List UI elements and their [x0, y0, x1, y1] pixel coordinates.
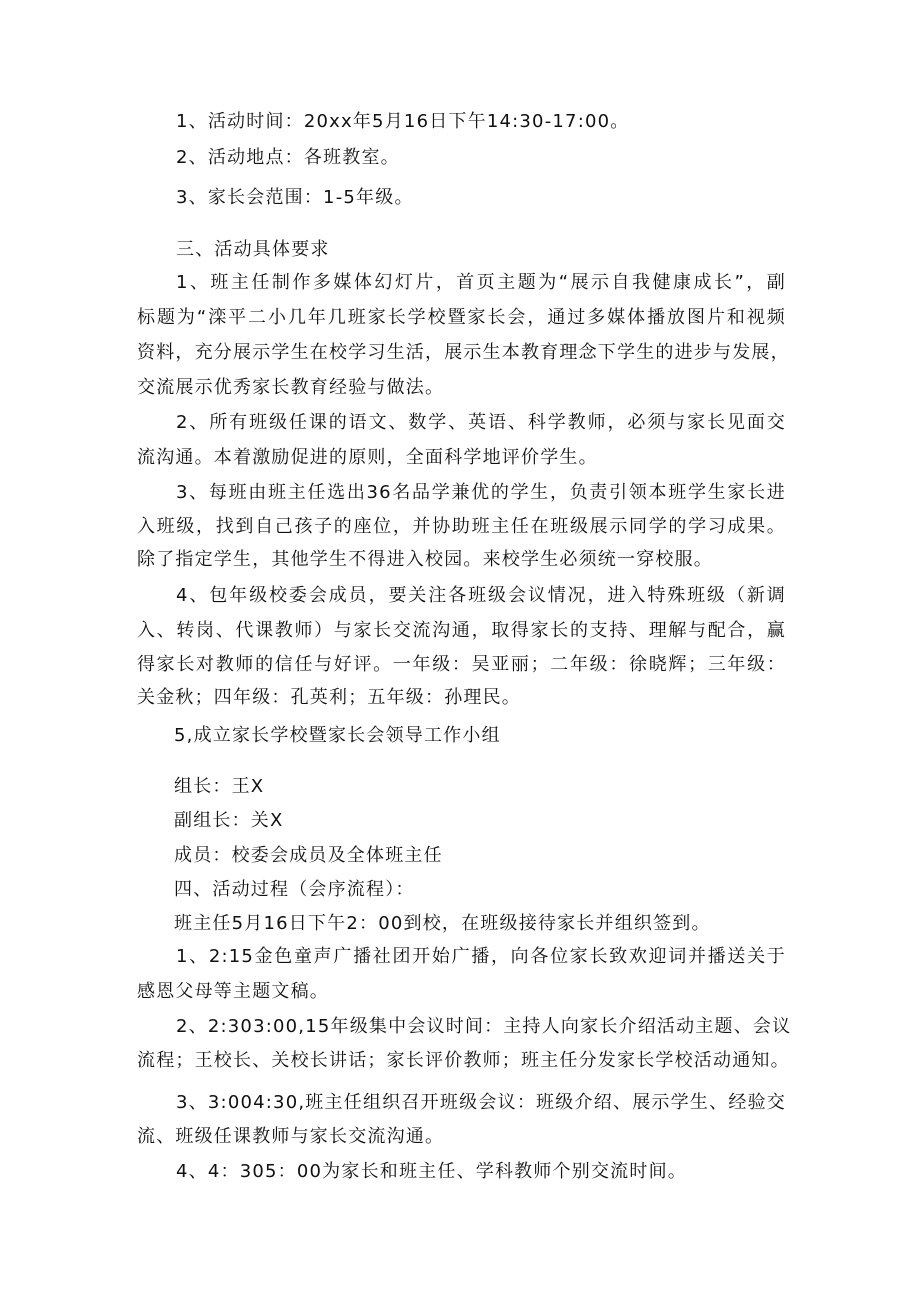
text-line: 除了指定学生，其他学生不得进入校园。来校学生必须统一穿校服。: [137, 549, 713, 570]
text-line: 入班级，找到自己孩子的座位，并协助班主任在班级展示同学的学习成果。: [137, 516, 786, 537]
text-line: 组长：王X: [174, 776, 265, 797]
section-heading: 四、活动过程（会序流程）：: [174, 879, 415, 900]
text-line: 4、包年级校委会成员，要关注各班级会议情况，进入特殊班级（新调: [176, 585, 786, 606]
text-line: 得家长对教师的信任与好评。一年级：吴亚丽；二年级：徐晓辉；三年级：: [137, 654, 786, 675]
text-line: 2、所有班级任课的语文、数学、英语、科学教师，必须与家长见面交: [176, 412, 786, 433]
text-line: 感恩父母等主题文稿。: [137, 981, 329, 1002]
text-line: 5,成立家长学校暨家长会领导工作小组: [174, 725, 501, 746]
text-line: 标题为“滦平二小几年几班家长学校暨家长会，通过多媒体播放图片和视频: [137, 307, 786, 328]
text-line: 流沟通。本着激励促进的原则，全面科学地评价学生。: [137, 447, 598, 468]
text-line: 2、2:303:00,15年级集中会议时间：主持人向家长介绍活动主题、会议: [176, 1016, 792, 1037]
text-line: 1、活动时间：20xx年5月16日下午14:30-17:00。: [176, 111, 630, 132]
text-line: 成员：校委会成员及全体班主任: [174, 845, 443, 866]
text-line: 1、班主任制作多媒体幻灯片，首页主题为“展示自我健康成长”，副: [176, 272, 786, 293]
text-line: 资料，充分展示学生在校学习生活，展示生本教育理念下学生的进步与发展，: [137, 342, 790, 363]
text-line: 3、3:004:30,班主任组织召开班级会议：班级介绍、展示学生、经验交: [176, 1092, 786, 1113]
text-line: 3、家长会范围：1-5年级。: [176, 187, 414, 208]
text-line: 4、4：305：00为家长和班主任、学科教师个别交流时间。: [176, 1161, 687, 1182]
text-line: 3、每班由班主任选出36名品学兼优的学生，负责引领本班学生家长进: [176, 482, 786, 503]
text-line: 交流展示优秀家长教育经验与做法。: [137, 377, 445, 398]
text-line: 班主任5月16日下午2：00到校，在班级接待家长并组织签到。: [174, 913, 711, 934]
text-line: 流程；王校长、关校长讲话；家长评价教师；班主任分发家长学校活动通知。: [137, 1050, 790, 1071]
section-heading: 三、活动具体要求: [176, 239, 330, 260]
text-line: 副组长：关X: [174, 810, 284, 831]
text-line: 2、活动地点：各班教室。: [176, 147, 400, 168]
text-line: 流、班级任课教师与家长交流沟通。: [137, 1126, 445, 1147]
text-line: 关金秋；四年级：孔英利；五年级：孙理民。: [137, 687, 521, 708]
text-line: 1、2:15金色童声广播社团开始广播，向各位家长致欢迎词并播送关于: [176, 946, 786, 967]
text-line: 入、转岗、代课教师）与家长交流沟通，取得家长的支持、理解与配合，赢: [137, 620, 786, 641]
